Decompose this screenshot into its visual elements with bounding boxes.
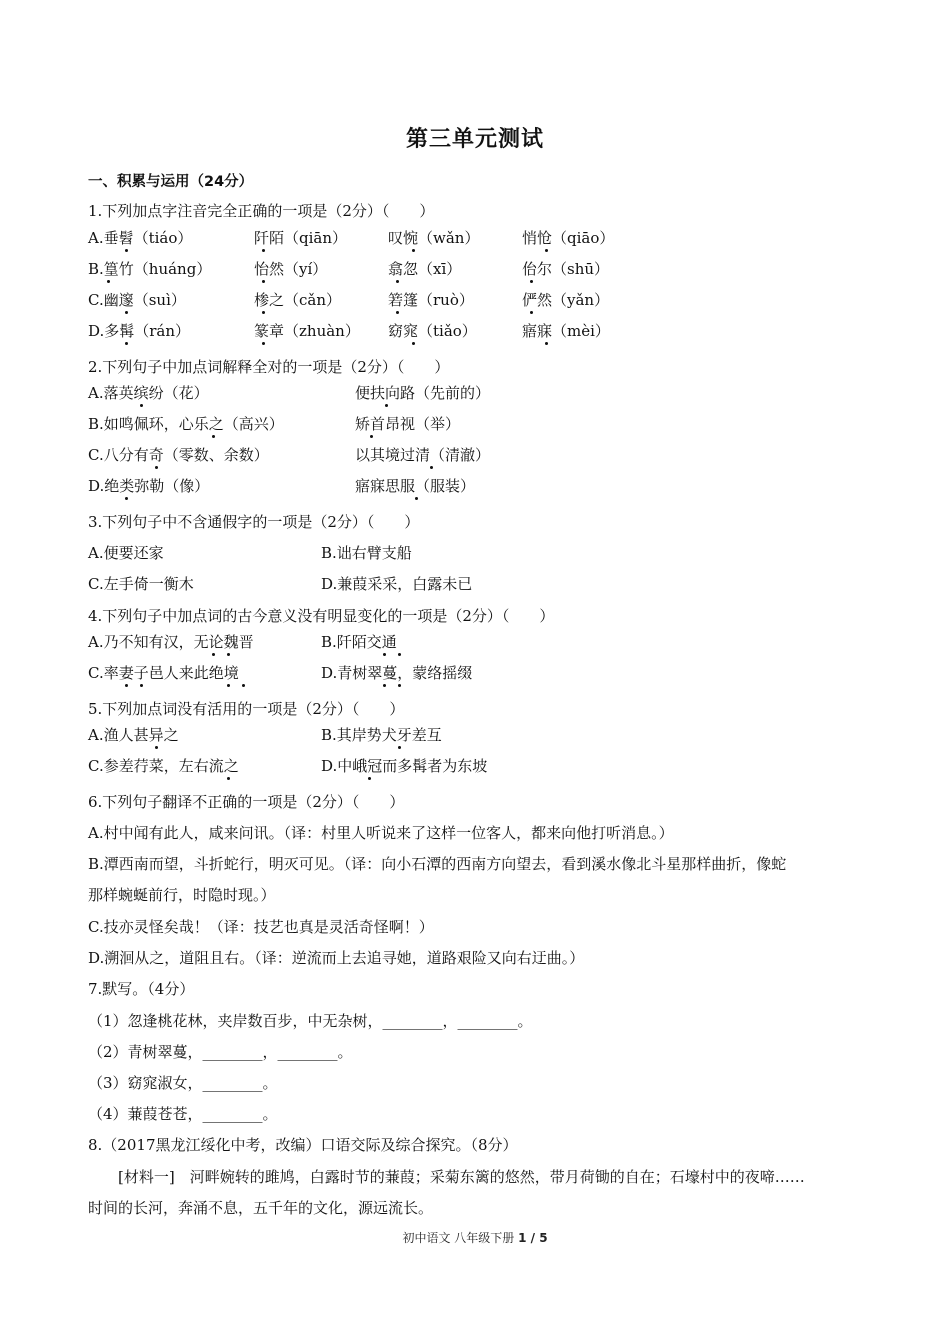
q4-stem: 4.下列句子中加点词的古今意义没有明显变化的一项是（2分）（ ） [88, 607, 555, 625]
q8-material-1-line2: 时间的长河，奔涌不息，五千年的文化，源远流长。 [88, 1199, 434, 1217]
emphasis-dot [212, 653, 215, 656]
q1-option-a4: 悄怆（qiāo） [522, 229, 615, 247]
emphasis-dot [155, 746, 158, 749]
emphasis-dot [212, 435, 215, 438]
emphasis-dot [262, 249, 265, 252]
q6-option-c: C.技亦灵怪矣哉！（译：技艺也真是灵活奇怪啊！） [88, 918, 434, 936]
q1-option-a2: 阡陌（qiān） [254, 229, 348, 247]
q4-option-b: B.阡陌交通 [321, 633, 397, 651]
q1-option-c3: 箬篷（ruò） [388, 291, 474, 309]
q2-option-a2: 便扶向路（先前的） [355, 384, 491, 402]
emphasis-dot [396, 311, 399, 314]
q3-option-d: D.兼葭采采，白露未已 [321, 575, 473, 593]
q2-option-c1: C.八分有奇（零数、余数） [88, 446, 269, 464]
emphasis-dot [125, 311, 128, 314]
q4-option-c: C.率妻子邑人来此绝境 [88, 664, 239, 682]
q1-option-a3: 叹惋（wǎn） [388, 229, 480, 247]
q5-option-b: B.其岸势犬牙差互 [321, 726, 442, 744]
emphasis-dot [262, 342, 265, 345]
q2-option-d2: 寤寐思服（服装） [355, 477, 476, 495]
q6-option-b-line1: B.潭西南而望，斗折蛇行，明灭可见。（译：向小石潭的西南方向望去，看到溪水像北斗星那样曲折，像蛇 [88, 855, 787, 873]
emphasis-dot [368, 777, 371, 780]
q2-option-b1: B.如鸣佩环，心乐之（高兴） [88, 415, 284, 433]
q5-stem: 5.下列加点词没有活用的一项是（2分）（ ） [88, 700, 405, 718]
emphasis-dot [155, 466, 158, 469]
emphasis-dot [385, 404, 388, 407]
q1-option-b1: B.篁竹（huáng） [88, 260, 212, 278]
emphasis-dot [125, 249, 128, 252]
q3-option-a: A.便要还家 [88, 544, 164, 562]
q7-item-2: （2）青树翠蔓，________，________。 [88, 1043, 353, 1061]
emphasis-dot [242, 684, 245, 687]
page-footer [0, 1229, 950, 1246]
emphasis-dot [412, 342, 415, 345]
q6-option-b-line2: 那样蜿蜒前行，时隐时现。） [88, 886, 276, 904]
emphasis-dot [383, 684, 386, 687]
q6-stem: 6.下列句子翻译不正确的一项是（2分）（ ） [88, 793, 405, 811]
emphasis-dot [262, 311, 265, 314]
emphasis-dot [370, 435, 373, 438]
q1-option-b3: 翕忽（xī） [388, 260, 462, 278]
emphasis-dot [125, 684, 128, 687]
emphasis-dot [262, 280, 265, 283]
emphasis-dot [398, 746, 401, 749]
q5-option-a: A.渔人甚异之 [88, 726, 179, 744]
emphasis-dot [227, 777, 230, 780]
q2-option-c2: 以其境过清（清澈） [355, 446, 491, 464]
q6-option-a: A.村中闻有此人，咸来问讯。（译：村里人听说来了这样一位客人，都来向他打听消息。） [88, 824, 674, 842]
q6-option-d: D.溯洄从之，道阻且右。（译：逆流而上去追寻她，道路艰险又向右迂曲。） [88, 949, 585, 967]
emphasis-dot [125, 497, 128, 500]
q3-option-b: B.诎右臂支船 [321, 544, 412, 562]
emphasis-dot [107, 280, 110, 283]
emphasis-dot [125, 342, 128, 345]
q2-option-a1: A.落英缤纷（花） [88, 384, 209, 402]
q3-stem: 3.下列句子中不含通假字的一项是（2分）（ ） [88, 513, 420, 531]
q3-option-c: C.左手倚一衡木 [88, 575, 194, 593]
q5-option-d: D.中峨冠而多髯者为东坡 [321, 757, 488, 775]
q2-option-b2: 矫首昂视（举） [355, 415, 461, 433]
q7-item-3: （3）窈窕淑女，________。 [88, 1074, 278, 1092]
q1-option-b4: 佁尔（shū） [522, 260, 610, 278]
q4-option-a: A.乃不知有汉，无论魏晋 [88, 633, 254, 651]
q5-option-c: C.参差荇菜，左右流之 [88, 757, 239, 775]
q1-option-c1: C.幽邃（suì） [88, 291, 186, 309]
emphasis-dot [430, 466, 433, 469]
q8-material-1-line1: [材料一] 河畔婉转的雎鸠，白露时节的蒹葭；采菊东篱的悠然，带月荷锄的自在；石壕村中的夜啼…… [118, 1168, 805, 1186]
emphasis-dot [398, 653, 401, 656]
q1-option-b2: 怡然（yí） [254, 260, 328, 278]
q2-option-d1: D.绝类弥勒（像） [88, 477, 210, 495]
emphasis-dot [530, 311, 533, 314]
section-heading: 一、积累与运用（24分） [88, 174, 254, 190]
q1-stem: 1.下列加点字注音完全正确的一项是（2分）（ ） [88, 202, 435, 220]
q7-item-4: （4）蒹葭苍苍，________。 [88, 1105, 278, 1123]
q1-option-c2: 椮之（cǎn） [254, 291, 342, 309]
footer-label: 初中语文 八年级下册 [402, 1231, 515, 1245]
emphasis-dot [383, 653, 386, 656]
q1-option-c4: 俨然（yǎn） [522, 291, 610, 309]
q1-option-a1: A.垂髫（tiáo） [88, 229, 193, 247]
q7-stem: 7.默写。（4分） [88, 980, 195, 998]
emphasis-dot [415, 497, 418, 500]
q1-option-d2: 篆章（zhuàn） [254, 322, 360, 340]
q8-stem: 8.（2017黑龙江绥化中考，改编）口语交际及综合探究。（8分） [88, 1136, 518, 1154]
q1-option-d4: 寤寐（mèi） [522, 322, 610, 340]
emphasis-dot [412, 249, 415, 252]
page-title: 第三单元测试 [405, 127, 544, 152]
q4-option-d: D.青树翠蔓，蒙络摇缀 [321, 664, 473, 682]
q7-item-1: （1）忽逢桃花林，夹岸数百步，中无杂树，________，________。 [88, 1012, 533, 1030]
emphasis-dot [396, 280, 399, 283]
emphasis-dot [545, 249, 548, 252]
page-number: 1 / 5 [518, 1231, 548, 1245]
emphasis-dot [140, 404, 143, 407]
emphasis-dot [140, 684, 143, 687]
q1-option-d3: 窈窕（tiǎo） [388, 322, 477, 340]
q2-stem: 2.下列句子中加点词解释全对的一项是（2分）（ ） [88, 358, 450, 376]
q1-option-d1: D.多髯（rán） [88, 322, 191, 340]
emphasis-dot [530, 280, 533, 283]
emphasis-dot [227, 653, 230, 656]
emphasis-dot [227, 684, 230, 687]
emphasis-dot [398, 684, 401, 687]
emphasis-dot [545, 342, 548, 345]
